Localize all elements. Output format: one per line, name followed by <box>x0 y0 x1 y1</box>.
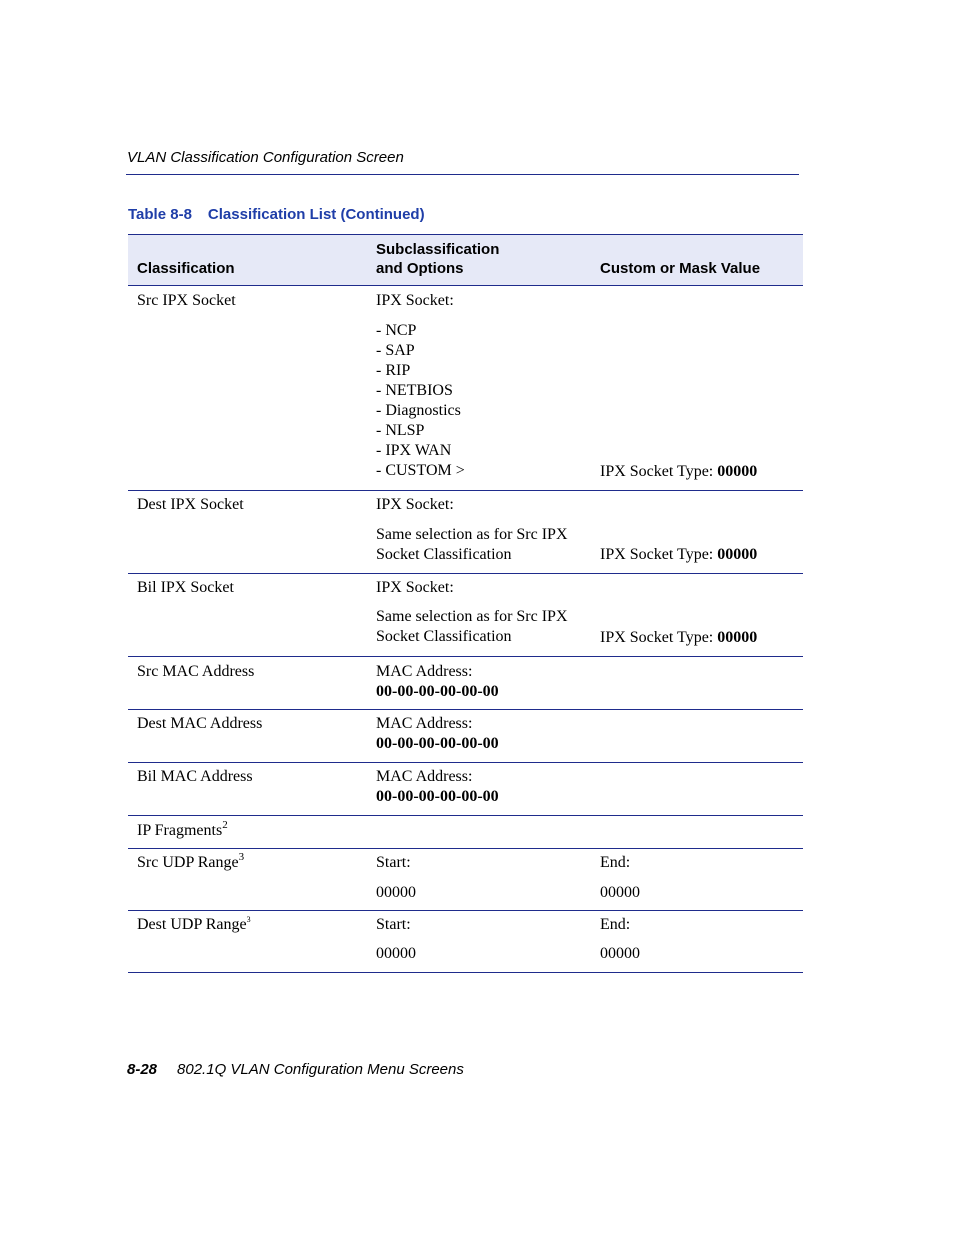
classification-cell <box>137 850 245 873</box>
option-cell <box>376 767 499 807</box>
mask-label: IPX Socket Type: <box>600 463 718 480</box>
option-label: IPX Socket: <box>376 579 454 596</box>
end-value: 00000 <box>600 884 640 901</box>
option-label: MAC Address: <box>376 663 473 680</box>
table-row-bil-ipx-socket <box>128 574 803 657</box>
table-caption <box>128 206 425 223</box>
classification-cell: Src IPX Socket <box>137 292 236 309</box>
option-label: MAC Address: <box>376 768 473 785</box>
classification-text: Src UDP Range <box>137 854 239 871</box>
option-note-line1: Same selection as for Src IPX <box>376 608 568 625</box>
end-label: End: <box>600 916 631 933</box>
header-subclassification-line1: Subclassification <box>376 241 500 258</box>
table-row-dest-udp-range <box>128 911 803 973</box>
classification-cell <box>137 915 251 935</box>
end-label: End: <box>600 854 631 871</box>
table-row-dest-mac-address <box>128 710 803 763</box>
option-note-line2: Socket Classification <box>376 546 512 563</box>
header-subclassification-line2: and Options <box>376 260 464 277</box>
header-mask-value: Custom or Mask Value <box>600 260 761 277</box>
table-row-bil-mac-address <box>128 763 803 816</box>
start-value: 00000 <box>376 884 416 901</box>
option-item: - Diagnostics <box>376 402 461 419</box>
mac-address-value: 00-00-00-00-00-00 <box>376 735 499 752</box>
option-item: - NCP <box>376 322 417 339</box>
mask-value-cell <box>600 462 757 482</box>
mask-label: IPX Socket Type: <box>600 629 718 646</box>
ipx-socket-options-list <box>376 321 465 481</box>
option-cell <box>376 714 499 754</box>
table-header-row <box>128 234 803 286</box>
option-note-line1: Same selection as for Src IPX <box>376 526 568 543</box>
option-item: - NLSP <box>376 422 425 439</box>
page-footer <box>127 1061 464 1078</box>
option-note <box>376 525 568 565</box>
mask-value: 00000 <box>717 546 758 563</box>
option-item: - RIP <box>376 362 411 379</box>
mac-address-value: 00-00-00-00-00-00 <box>376 788 499 805</box>
header-subclassification <box>376 240 499 278</box>
table-number: Table 8-8 <box>128 206 192 223</box>
classification-cell: Bil MAC Address <box>137 768 253 785</box>
option-label: MAC Address: <box>376 715 473 732</box>
mask-value: 00000 <box>717 629 758 646</box>
footnote-marker: 2 <box>222 818 228 831</box>
option-note-line2: Socket Classification <box>376 628 512 645</box>
option-item: - SAP <box>376 342 415 359</box>
classification-text: Dest UDP Range <box>137 916 247 933</box>
option-label: IPX Socket: <box>376 496 454 513</box>
classification-cell: Dest MAC Address <box>137 715 263 732</box>
end-value: 00000 <box>600 945 640 962</box>
mask-value: 00000 <box>717 463 758 480</box>
mac-address-value: 00-00-00-00-00-00 <box>376 683 499 700</box>
option-item: - CUSTOM > <box>376 462 465 479</box>
classification-cell: Dest IPX Socket <box>137 496 244 513</box>
page-number: 8-28 <box>127 1061 158 1078</box>
classification-cell <box>137 818 228 841</box>
option-item: - IPX WAN <box>376 442 452 459</box>
table-row-dest-ipx-socket <box>128 491 803 574</box>
footnote-marker: 3 <box>246 914 251 924</box>
header-rule <box>126 174 799 175</box>
header-classification: Classification <box>137 260 235 277</box>
option-item: - NETBIOS <box>376 382 453 399</box>
table-title: Classification List (Continued) <box>207 206 425 223</box>
mask-label: IPX Socket Type: <box>600 546 718 563</box>
start-value: 00000 <box>376 945 416 962</box>
option-cell <box>376 662 499 702</box>
mask-value-cell <box>600 545 757 565</box>
table-row-src-mac-address <box>128 657 803 710</box>
running-head: VLAN Classification Configuration Screen <box>127 149 404 166</box>
classification-cell: Bil IPX Socket <box>137 579 234 596</box>
classification-table <box>128 234 803 973</box>
classification-text: IP Fragments <box>137 822 223 839</box>
table-row-src-udp-range <box>128 849 803 911</box>
start-label: Start: <box>376 916 411 933</box>
option-note <box>376 607 568 647</box>
table-row-ip-fragments <box>128 816 803 849</box>
start-label: Start: <box>376 854 411 871</box>
footnote-marker: 3 <box>238 850 245 863</box>
table-row-src-ipx-socket <box>128 286 803 491</box>
chapter-title: 802.1Q VLAN Configuration Menu Screens <box>177 1061 464 1078</box>
option-label: IPX Socket: <box>376 292 454 309</box>
mask-value-cell <box>600 628 757 648</box>
classification-cell: Src MAC Address <box>137 663 255 680</box>
